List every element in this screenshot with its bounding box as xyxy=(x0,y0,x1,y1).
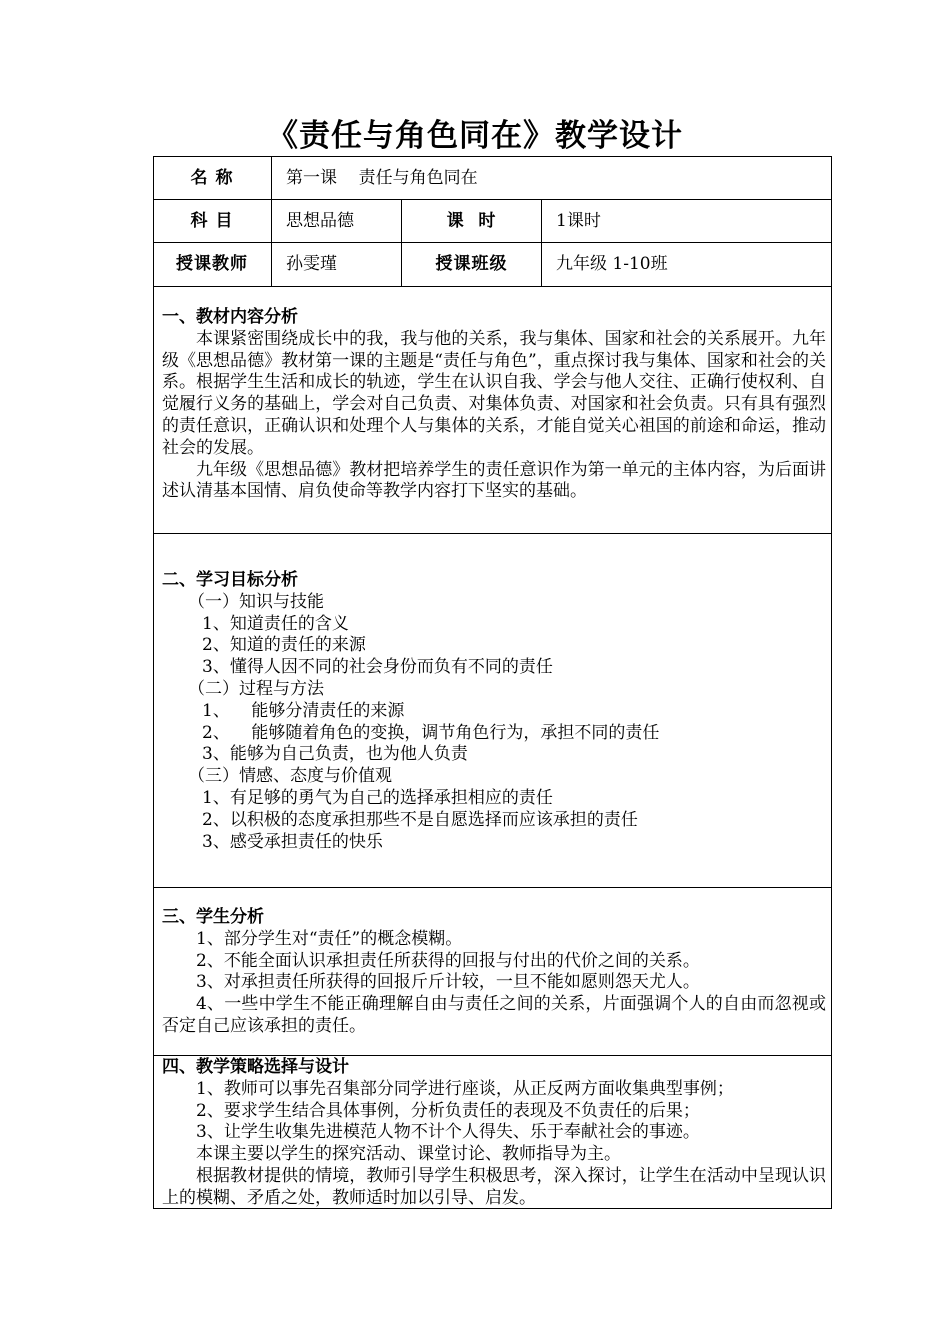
section-paragraph: 3、对承担责任所获得的回报斤斤计较，一旦不能如愿则怨天尤人。 xyxy=(196,972,700,993)
table-rule xyxy=(153,533,832,534)
objective-item: 3、感受承担责任的快乐 xyxy=(202,831,383,852)
objective-item: 2、 能够随着角色的变换，调节角色行为，承担不同的责任 xyxy=(202,722,660,743)
objective-item: 2、以积极的态度承担那些不是自愿选择而应该承担的责任 xyxy=(202,809,638,830)
section-paragraph: 1、部分学生对“责任”的概念模糊。 xyxy=(196,928,463,949)
subject-label: 科 目 xyxy=(190,210,234,231)
table-rule xyxy=(153,286,832,287)
teacher-label: 授课教师 xyxy=(176,254,248,274)
teacher-value: 孙雯瑾 xyxy=(286,254,337,274)
section-paragraph: 本课主要以学生的探究活动、课堂讨论、教师指导为主。 xyxy=(196,1144,621,1165)
objective-item: 3、懂得人因不同的社会身份而负有不同的责任 xyxy=(202,657,553,678)
objective-group-title: （一）知识与技能 xyxy=(188,591,324,612)
section-material-analysis xyxy=(162,307,826,503)
section-student-analysis xyxy=(162,907,826,1038)
subject-value: 思想品德 xyxy=(286,210,354,231)
hours-label: 课 时 xyxy=(446,210,497,231)
objective-item: 1、有足够的勇气为自己的选择承担相应的责任 xyxy=(202,787,553,808)
section-paragraph: 1、教师可以事先召集部分同学进行座谈，从正反两方面收集典型事例； xyxy=(196,1078,734,1099)
objective-item: 3、能够为自己负责，也为他人负责 xyxy=(202,744,468,765)
section-paragraph: 本课紧密围绕成长中的我，我与他的关系，我与集体、国家和社会的关系展开。九年级《思想品德》教材第一课的主题是“责任与角色”，重点探讨我与集体、国家和社会的关系。根据学生生活和成长的轨迹，学生在认识自我、学会与他人交往、正确行使权利、自觉履行义务的基础上，学会对自己负责、对集体负责、对国家和社会负责。只有具有强烈的责任意识，正确认识和处理个人与集体的关系，才能自觉关心祖国的前途和命运，推动社会的发展。 xyxy=(162,328,826,458)
section-paragraph: 2、不能全面认识承担责任所获得的回报与付出的代价之间的关系。 xyxy=(196,950,700,971)
objective-item: 1、知道责任的含义 xyxy=(202,613,349,634)
section-heading: 四、教学策略选择与设计 xyxy=(162,1057,349,1077)
table-rule xyxy=(153,887,832,888)
section-heading: 三、学生分析 xyxy=(162,907,264,927)
section-learning-objectives xyxy=(162,570,826,853)
objective-group-title: （三）情感、态度与价值观 xyxy=(188,766,392,787)
objective-item: 2、知道的责任的来源 xyxy=(202,635,366,656)
class-label: 授课班级 xyxy=(435,254,508,274)
section-paragraph: 2、要求学生结合具体事例，分析负责任的表现及不负责任的后果； xyxy=(196,1100,700,1121)
section-paragraph: 根据教材提供的情境，教师引导学生积极思考，深入探讨，让学生在活动中呈现认识上的模糊、矛盾之处，教师适时加以引导、启发。 xyxy=(162,1165,826,1208)
section-paragraph: 九年级《思想品德》教材把培养学生的责任意识作为第一单元的主体内容，为后面讲述认清基本国情、肩负使命等教学内容打下坚实的基础。 xyxy=(162,459,826,502)
table-rule xyxy=(153,1055,832,1056)
objective-item: 1、 能够分清责任的来源 xyxy=(202,700,405,721)
hours-value: 1课时 xyxy=(556,210,601,231)
document-title: 《责任与角色同在》教学设计 xyxy=(267,118,683,154)
section-paragraph: 3、让学生收集先进模范人物不计个人得失、乐于奉献社会的事迹。 xyxy=(196,1122,700,1143)
objective-group-title: （二）过程与方法 xyxy=(188,678,324,699)
section-heading: 一、教材内容分析 xyxy=(162,307,298,327)
name-label: 名 称 xyxy=(190,167,234,188)
section-heading: 二、学习目标分析 xyxy=(162,570,298,590)
name-value: 第一课 责任与角色同在 xyxy=(286,167,478,188)
section-teaching-strategy xyxy=(162,1057,826,1210)
section-paragraph: 4、一些中学生不能正确理解自由与责任之间的关系，片面强调个人的自由而忽视或否定自己应该承担的责任。 xyxy=(162,994,826,1036)
class-value: 九年级 1-10班 xyxy=(556,254,668,274)
